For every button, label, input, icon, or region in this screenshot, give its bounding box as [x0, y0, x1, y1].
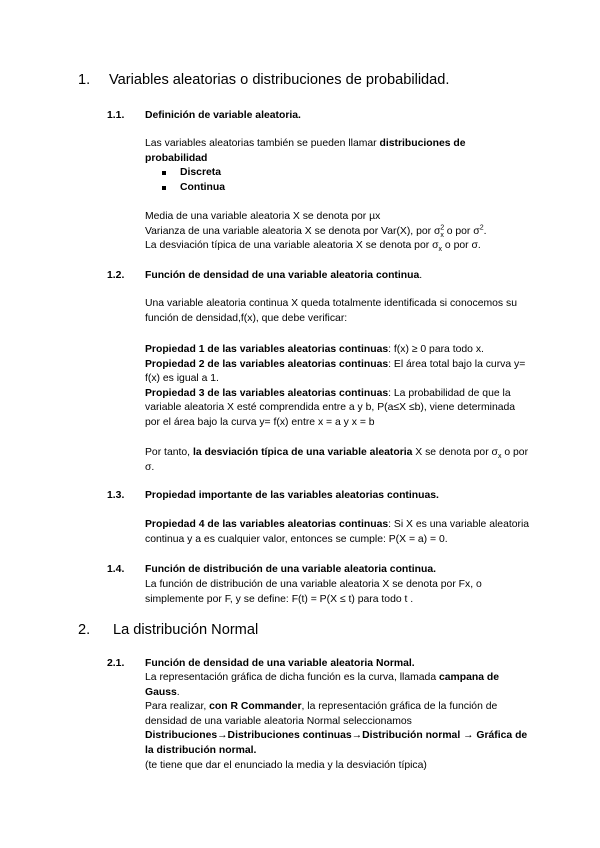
- subsection-1-2-number: 1.2.: [107, 270, 125, 281]
- section-2-title: La distribución Normal: [113, 622, 259, 638]
- nota-line: (te tiene que dar el enunciado la media y la desviación típica): [145, 759, 427, 771]
- varianza-line: Varianza de una variable aleatoria X se denota por Var(X), por $\sigma^2_x$ o por $\sigma^2$.: [145, 224, 487, 239]
- definition-intro: Las variables aleatorias también se pueden llamar distribuciones de probabilidad: [145, 138, 466, 164]
- distribucion-paragraph: La función de distribución de una variable aleatoria X se denota por Fx, o simplemente por F, y se define: F(t) = P(X ≤ t) para todo t .: [145, 579, 482, 605]
- por-tanto-paragraph: Por tanto, la desviación típica de una variable aleatoria X se denota por $\sigma_x$ o por σ.: [145, 447, 529, 473]
- subsection-2-1-number: 2.1.: [107, 658, 125, 669]
- section-2-number: 2.: [78, 622, 91, 638]
- r-commander-line: Para realizar, con R Commander, la representación gráfica de la función de densidad de una variable aleatoria Normal seleccionamos Distribuciones→Distribuciones continuas→Distribución normal → Gráfica de la distribución normal.: [145, 701, 528, 756]
- propiedad-3: Propiedad 3 de las variables aleatorias continuas: La probabilidad de que la variable aleatoria X esté comprendida entre a y b, P(a≤X ≤b), viene determinada por el área bajo la curva y= f(x) entre x = a y x = b: [145, 387, 516, 428]
- bullet-square-icon: [162, 186, 166, 190]
- media-line: Media de una variable aleatoria X se denota por µx: [145, 211, 381, 222]
- subsection-1-1-title: Definición de variable aleatoria.: [145, 110, 301, 121]
- propiedad-2: Propiedad 2 de las variables aleatorias continuas: El área total bajo la curva y= f(x) es igual a 1.: [145, 358, 526, 385]
- definition-block: [145, 137, 495, 195]
- propiedad-1: Propiedad 1 de las variables aleatorias continuas: f(x) ≥ 0 para todo x.: [145, 344, 484, 355]
- list-item-continua: Continua: [145, 181, 495, 196]
- list-item-discreta: Discreta: [145, 166, 495, 181]
- section-1-title: Variables aleatorias o distribuciones de probabilidad.: [109, 72, 450, 88]
- subsection-1-3-number: 1.3.: [107, 490, 125, 501]
- propiedades-block: [145, 343, 530, 431]
- menu-path: Distribuciones→Distribuciones continuas→Distribución normal → Gráfica de la distribución normal.: [145, 730, 528, 756]
- bullet-square-icon: [162, 171, 166, 175]
- subsection-1-3-title: Propiedad importante de las variables aleatorias continuas.: [145, 490, 439, 501]
- subsection-1-4-title: Función de distribución de una variable aleatoria continua.: [145, 564, 436, 575]
- propiedad-4: Propiedad 4 de las variables aleatorias continuas: Si X es una variable aleatoria continua y a es cualquier valor, entonces se cumple: P(X = a) = 0.: [145, 519, 530, 545]
- campana-line: La representación gráfica de dicha función es la curva, llamada campana de Gauss.: [145, 672, 500, 698]
- notation-block: [145, 210, 535, 254]
- desviacion-line: La desviación típica de una variable aleatoria X se denota por $\sigma_x$ o por σ.: [145, 240, 481, 254]
- densidad-intro: Una variable aleatoria continua X queda totalmente identificada si conocemos su función de densidad,f(x), que debe verificar:: [145, 298, 517, 324]
- subsection-1-2-title: Función de densidad de una variable aleatoria continua.: [145, 270, 423, 281]
- subsection-2-1-title: Función de densidad de una variable aleatoria Normal.: [145, 658, 415, 669]
- subsection-1-1-number: 1.1.: [107, 110, 125, 121]
- variable-types-list: [145, 166, 495, 195]
- section-1-number: 1.: [78, 72, 91, 88]
- distribuciones-term: distribuciones de probabilidad: [145, 138, 466, 164]
- normal-block: [145, 671, 535, 773]
- subsection-1-4-number: 1.4.: [107, 564, 125, 575]
